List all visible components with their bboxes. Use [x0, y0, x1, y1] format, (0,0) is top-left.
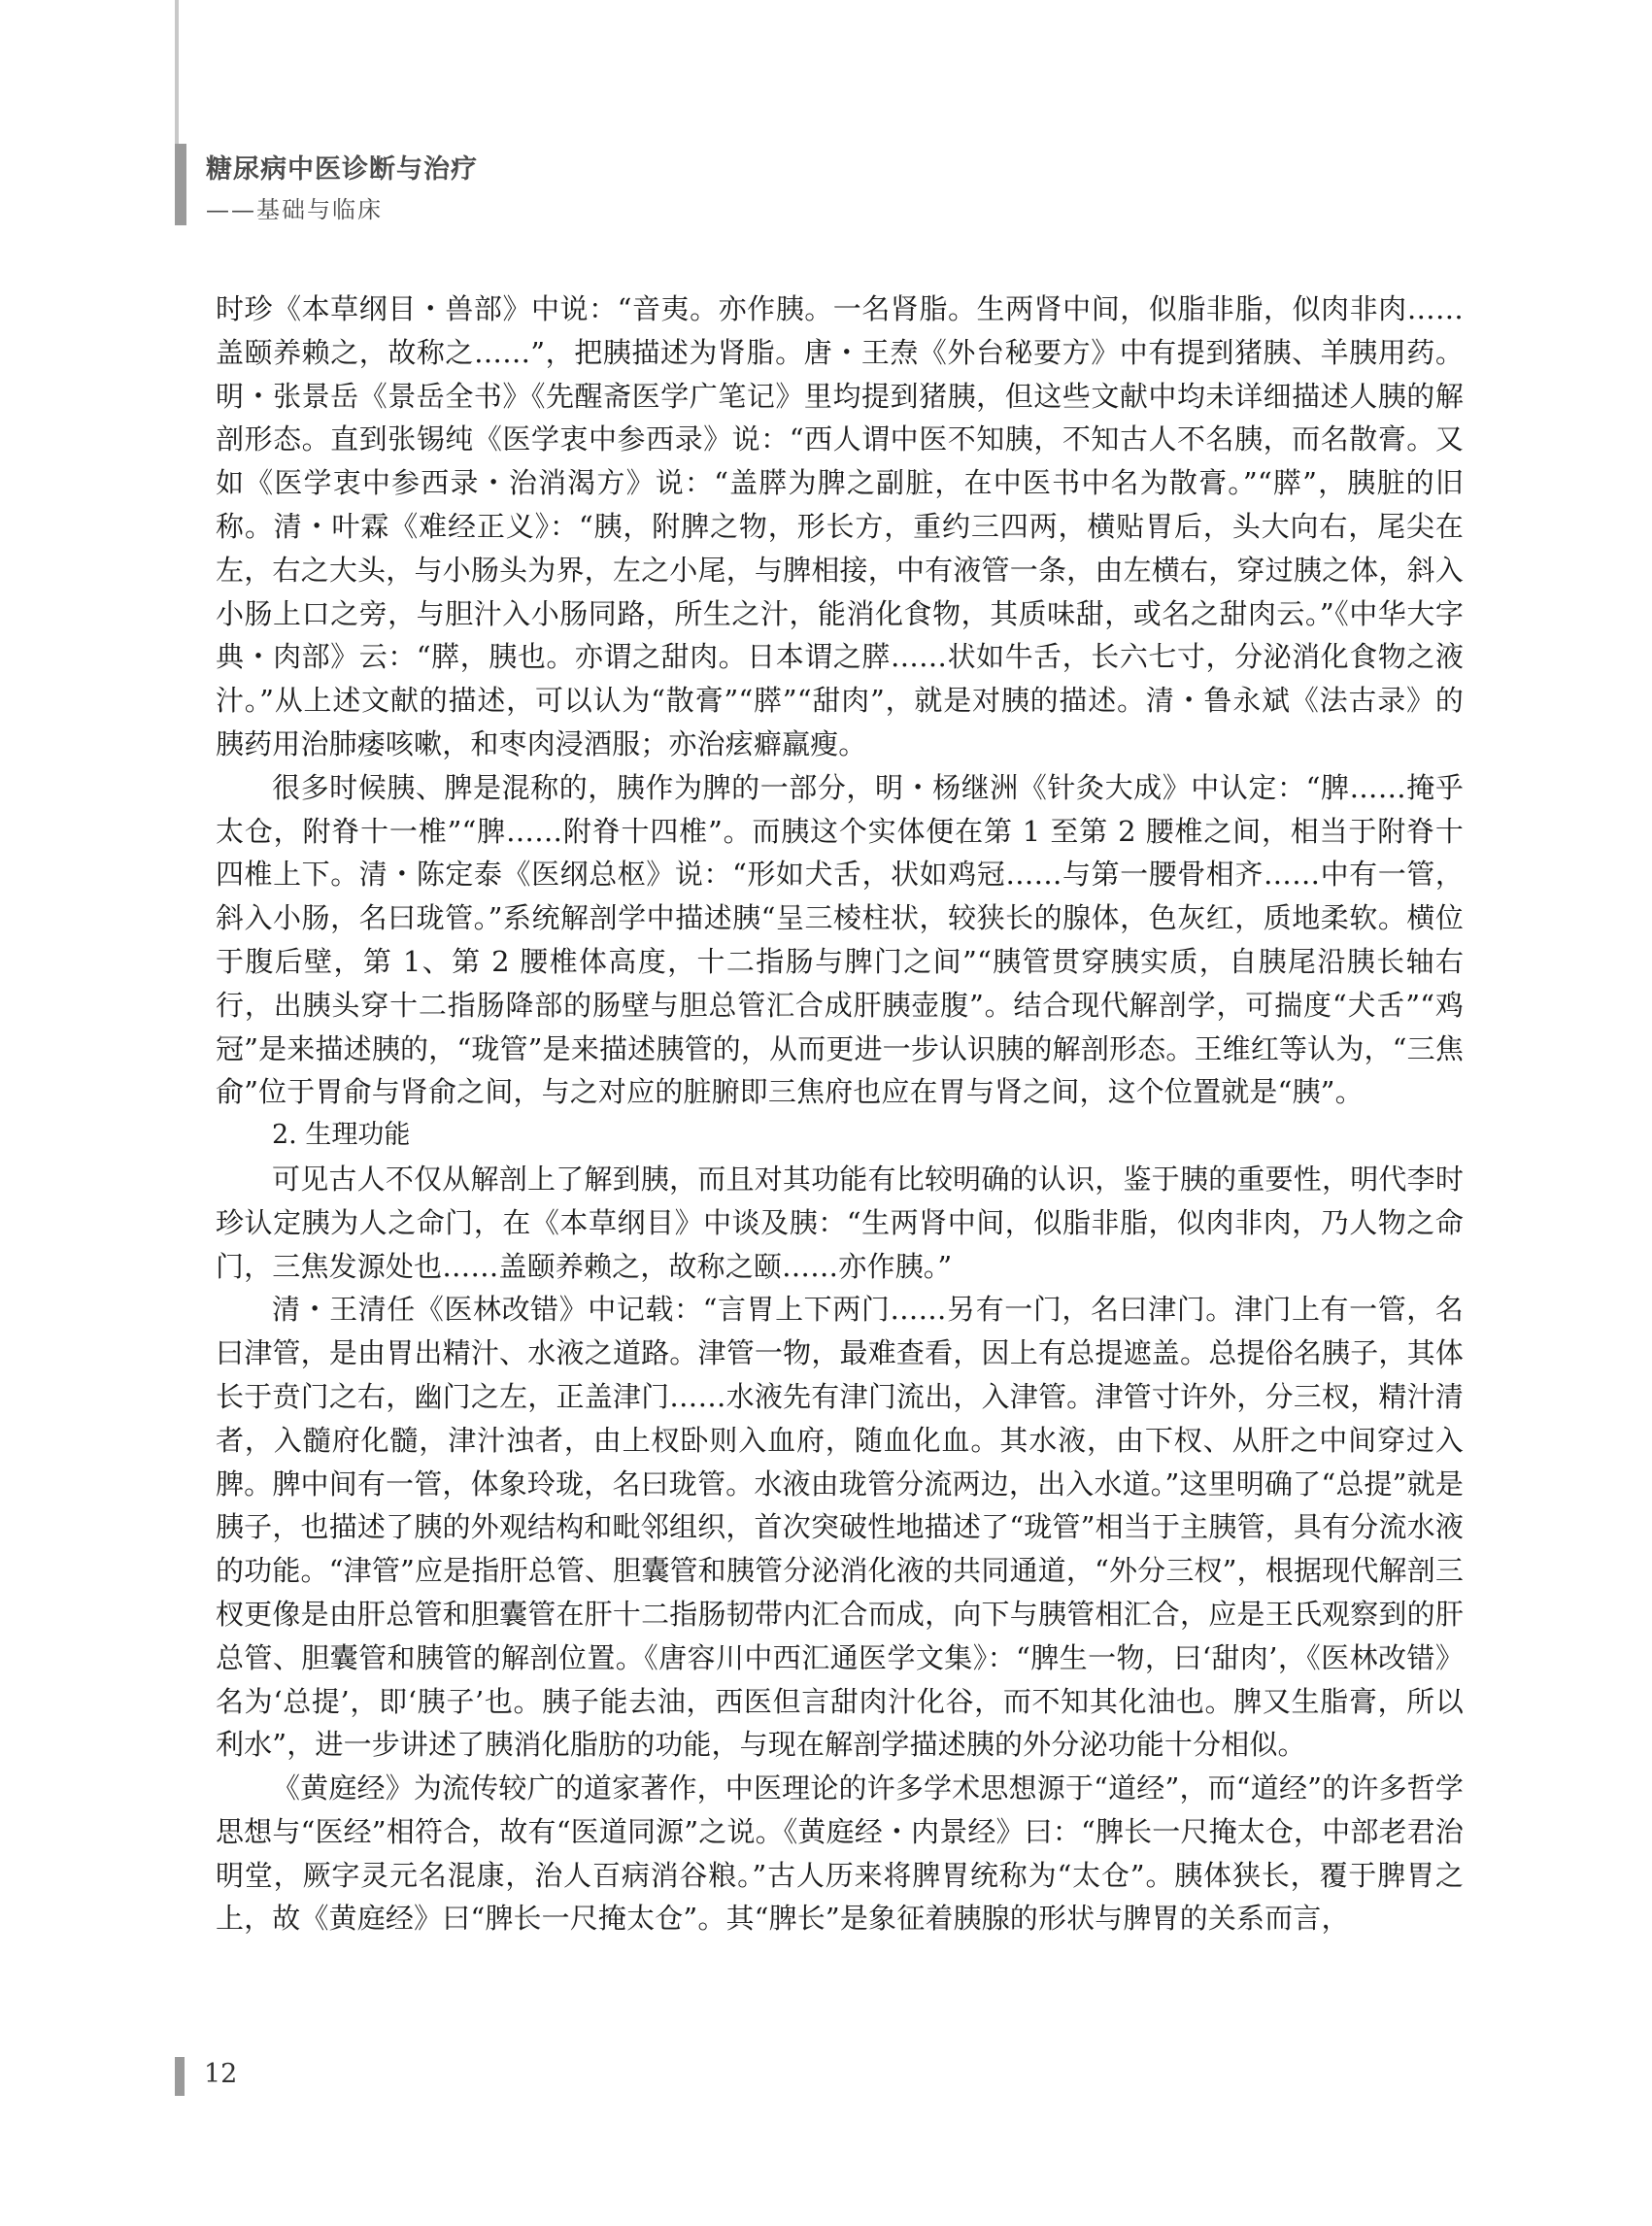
footer-accent-bar — [175, 2057, 185, 2096]
body-paragraph: 时珍《本草纲目・兽部》中说：“音夷。亦作胰。一名肾脂。生两肾中间，似脂非脂，似肉非肉……盖颐养赖之，故称之……”，把胰描述为肾脂。唐・王焘《外台秘要方》中有提到猪胰、羊胰用药。明・张景岳《景岳全书》《先醒斋医学广笔记》里均提到猪胰，但这些文献中均未详细描述人胰的解剖形态。直到张锡纯《医学衷中参西录》说：“西人谓中医不知胰，不知古人不名胰，而名散膏。又如《医学衷中参西录・治消渴方》说：“盖膵为脾之副脏，在中医书中名为散膏。”“膵”，胰脏的旧称。清・叶霖《难经正义》：“胰，附脾之物，形长方，重约三四两，横贴胃后，头大向右，尾尖在左，右之大头，与小肠头为界，左之小尾，与脾相接，中有液管一条，由左横右，穿过胰之体，斜入小肠上口之旁，与胆汁入小肠同路，所生之汁，能消化食物，其质味甜，或名之甜肉云。”《中华大字典・肉部》云：“膵，胰也。亦谓之甜肉。日本谓之膵……状如牛舌，长六七寸，分泌消化食物之液汁。”从上述文献的描述，可以认为“散膏”“膵”“甜肉”，就是对胰的描述。清・鲁永斌《法古录》的胰药用治肺痿咳嗽，和枣肉浸酒服；亦治痃癖羸瘦。 — [216, 292, 1464, 760]
body-paragraph: 很多时候胰、脾是混称的，胰作为脾的一部分，明・杨继洲《针灸大成》中认定：“脾……掩乎太仓，附脊十一椎”“脾……附脊十四椎”。而胰这个实体便在第 1 至第 2 腰椎之间，相当于附脊十四椎上下。清・陈定泰《医纲总枢》说：“形如犬舌，状如鸡冠……与第一腰骨相齐……中有一管，斜入小肠，名曰珑管。”系统解剖学中描述胰“呈三棱柱状，较狭长的腺体，色灰红，质地柔软。横位于腹后壁，第 1、第 2 腰椎体高度，十二指肠与脾门之间”“胰管贯穿胰实质，自胰尾沿胰长轴右行，出胰头穿十二指肠降部的肠壁与胆总管汇合成肝胰壶腹”。结合现代解剖学，可揣度“犬舌”“鸡冠”是来描述胰的，“珑管”是来描述胰管的，从而更进一步认识胰的解剖形态。王维红等认为，“三焦俞”位于胃俞与肾俞之间，与之对应的脏腑即三焦府也应在胃与肾之间，这个位置就是“胰”。 — [216, 770, 1464, 1109]
body-paragraph: 清・王清任《医林改错》中记载：“言胃上下两门……另有一门，名曰津门。津门上有一管，名曰津管，是由胃出精汁、水液之道路。津管一物，最难查看，因上有总提遮盖。总提俗名胰子，其体长于贲门之右，幽门之左，正盖津门……水液先有津门流出，入津管。津管寸许外，分三杈，精汁清者，入髓府化髓，津汁浊者，由上杈卧则入血府，随血化血。其水液，由下杈、从肝之中间穿过入脾。脾中间有一管，体象玲珑，名曰珑管。水液由珑管分流两边，出入水道。”这里明确了“总提”就是胰子，也描述了胰的外观结构和毗邻组织，首次突破性地描述了“珑管”相当于主胰管，具有分流水液的功能。“津管”应是指肝总管、胆囊管和胰管分泌消化液的共同通道，“外分三杈”，根据现代解剖三杈更像是由肝总管和胆囊管在肝十二指肠韧带内汇合而成，向下与胰管相汇合，应是王氏观察到的肝总管、胆囊管和胰管的解剖位置。《唐容川中西汇通医学文集》：“脾生一物，曰‘甜肉’，《医林改错》名为‘总提’，即‘胰子’也。胰子能去油，西医但言甜肉汁化谷，而不知其化油也。脾又生脂膏，所以利水”，进一步讲述了胰消化脂肪的功能，与现在解剖学描述胰的外分泌功能十分相似。 — [216, 1293, 1464, 1762]
body-paragraph: 可见古人不仅从解剖上了解到胰，而且对其功能有比较明确的认识，鉴于胰的重要性，明代李时珍认定胰为人之命门，在《本草纲目》中谈及胰：“生两肾中间，似脂非脂，似肉非肉，乃人物之命门，三焦发源处也……盖颐养赖之，故称之颐……亦作胰。” — [216, 1162, 1464, 1283]
running-header-subtitle: ——基础与临床 — [206, 196, 383, 223]
section-heading: 2. 生理功能 — [272, 1120, 411, 1151]
header-accent-bar — [175, 144, 186, 225]
running-header-title: 糖尿病中医诊断与治疗 — [206, 154, 478, 185]
page-number: 12 — [204, 2059, 238, 2089]
body-paragraph: 《黄庭经》为流传较广的道家著作，中医理论的许多学术思想源于“道经”，而“道经”的许多哲学思想与“医经”相符合，故有“医道同源”之说。《黄庭经・内景经》曰：“脾长一尺掩太仓，中部老君治明堂，厥字灵元名混康，治人百病消谷粮。”古人历来将脾胃统称为“太仓”。胰体狭长，覆于脾胃之上，故《黄庭经》曰“脾长一尺掩太仓”。其“脾长”是象征着胰腺的形状与脾胃的关系而言， — [216, 1771, 1464, 1936]
page-body — [216, 287, 1464, 1940]
